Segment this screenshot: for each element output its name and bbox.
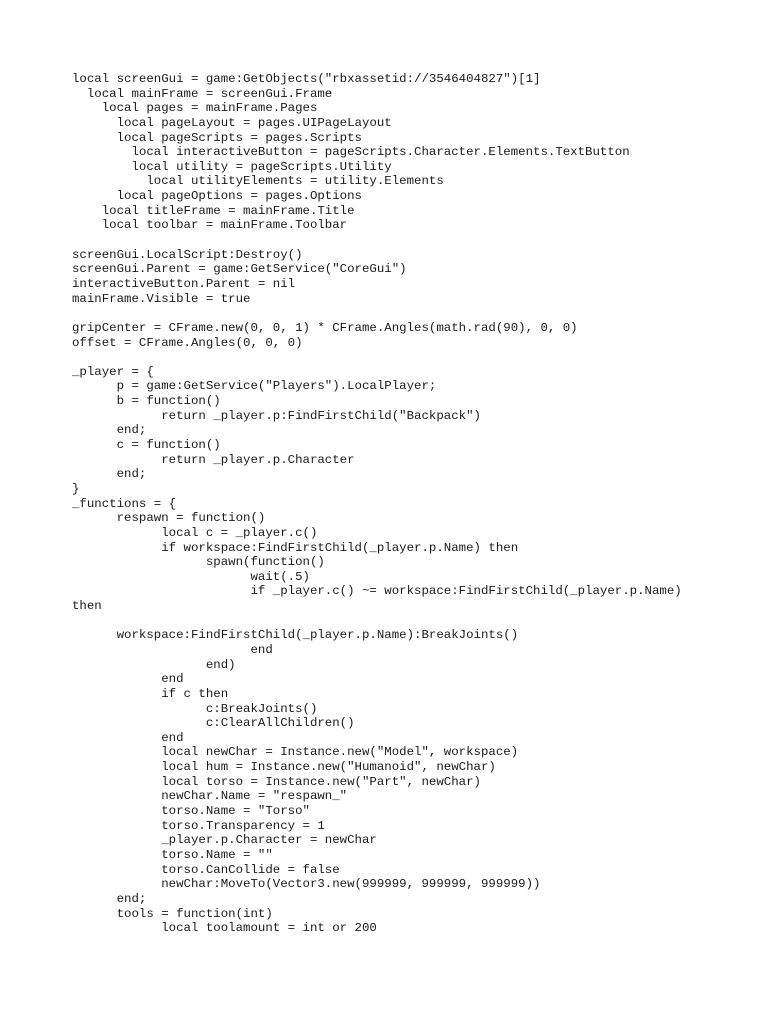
code-line: torso.CanCollide = false — [72, 862, 340, 877]
code-line: offset = CFrame.Angles(0, 0, 0) — [72, 335, 303, 350]
code-line: local pageScripts = pages.Scripts — [72, 130, 362, 145]
code-line: respawn = function() — [72, 511, 266, 526]
code-line: end; — [72, 423, 147, 438]
code-line: if c then — [72, 686, 229, 701]
code-line — [72, 350, 712, 365]
code-line: local utility = pageScripts.Utility — [72, 159, 392, 174]
code-line: tools = function(int) — [72, 906, 273, 921]
code-line: spawn(function() — [72, 555, 325, 570]
code-line: end — [72, 730, 184, 745]
code-line: end; — [72, 467, 147, 482]
code-line: local pageLayout = pages.UIPageLayout — [72, 115, 392, 130]
code-line: local titleFrame = mainFrame.Title — [72, 203, 355, 218]
code-line: wait(.5) — [72, 569, 310, 584]
code-line: b = function() — [72, 394, 221, 409]
code-line: mainFrame.Visible = true — [72, 291, 251, 306]
code-line: local hum = Instance.new("Humanoid", newChar) — [72, 760, 496, 775]
code-line — [72, 233, 712, 248]
code-line: return _player.p.Character — [72, 452, 355, 467]
code-line: newChar.Name = "respawn_" — [72, 789, 348, 804]
code-line: local pages = mainFrame.Pages — [72, 101, 318, 116]
code-line: workspace:FindFirstChild(_player.p.Name):BreakJoints() — [72, 628, 519, 643]
code-line — [72, 306, 712, 321]
code-line: _player = { — [72, 364, 154, 379]
code-line: torso.Name = "" — [72, 847, 273, 862]
code-line: local c = _player.c() — [72, 525, 318, 540]
code-line: interactiveButton.Parent = nil — [72, 276, 296, 291]
code-line: c:ClearAllChildren() — [72, 716, 355, 731]
code-line: _functions = { — [72, 496, 177, 511]
code-line: end) — [72, 657, 236, 672]
code-line: gripCenter = CFrame.new(0, 0, 1) * CFrame.Angles(math.rad(90), 0, 0) — [72, 320, 578, 335]
code-line: if _player.c() ~= workspace:FindFirstChild(_player.p.Name) — [72, 584, 682, 599]
code-line: local screenGui = game:GetObjects("rbxassetid://3546404827")[1] — [72, 72, 541, 86]
code-line: end; — [72, 891, 147, 906]
code-line: end — [72, 642, 273, 657]
code-block — [72, 72, 712, 936]
code-line: end — [72, 672, 184, 687]
code-line: local toolamount = int or 200 — [72, 921, 377, 936]
code-line: local toolbar = mainFrame.Toolbar — [72, 218, 348, 233]
code-line: if workspace:FindFirstChild(_player.p.Name) then — [72, 540, 519, 555]
code-line: screenGui.LocalScript:Destroy() — [72, 247, 303, 262]
code-line: _player.p.Character = newChar — [72, 833, 377, 848]
code-line: torso.Transparency = 1 — [72, 818, 325, 833]
code-line: local utilityElements = utility.Elements — [72, 174, 444, 189]
code-line: local torso = Instance.new("Part", newChar) — [72, 774, 481, 789]
code-line: c:BreakJoints() — [72, 701, 318, 716]
code-line: local interactiveButton = pageScripts.Character.Elements.TextButton — [72, 145, 630, 160]
code-line: return _player.p:FindFirstChild("Backpack") — [72, 408, 481, 423]
code-line: torso.Name = "Torso" — [72, 804, 310, 819]
code-line: newChar:MoveTo(Vector3.new(999999, 999999, 999999)) — [72, 877, 541, 892]
code-line: p = game:GetService("Players").LocalPlayer; — [72, 379, 437, 394]
code-line: then — [72, 599, 102, 614]
code-line: local pageOptions = pages.Options — [72, 189, 362, 204]
code-line: c = function() — [72, 438, 221, 453]
code-line — [72, 614, 712, 629]
code-line: screenGui.Parent = game:GetService("CoreGui") — [72, 262, 407, 277]
code-line: local newChar = Instance.new("Model", workspace) — [72, 745, 519, 760]
code-line: local mainFrame = screenGui.Frame — [72, 86, 333, 101]
code-line: } — [72, 481, 80, 496]
